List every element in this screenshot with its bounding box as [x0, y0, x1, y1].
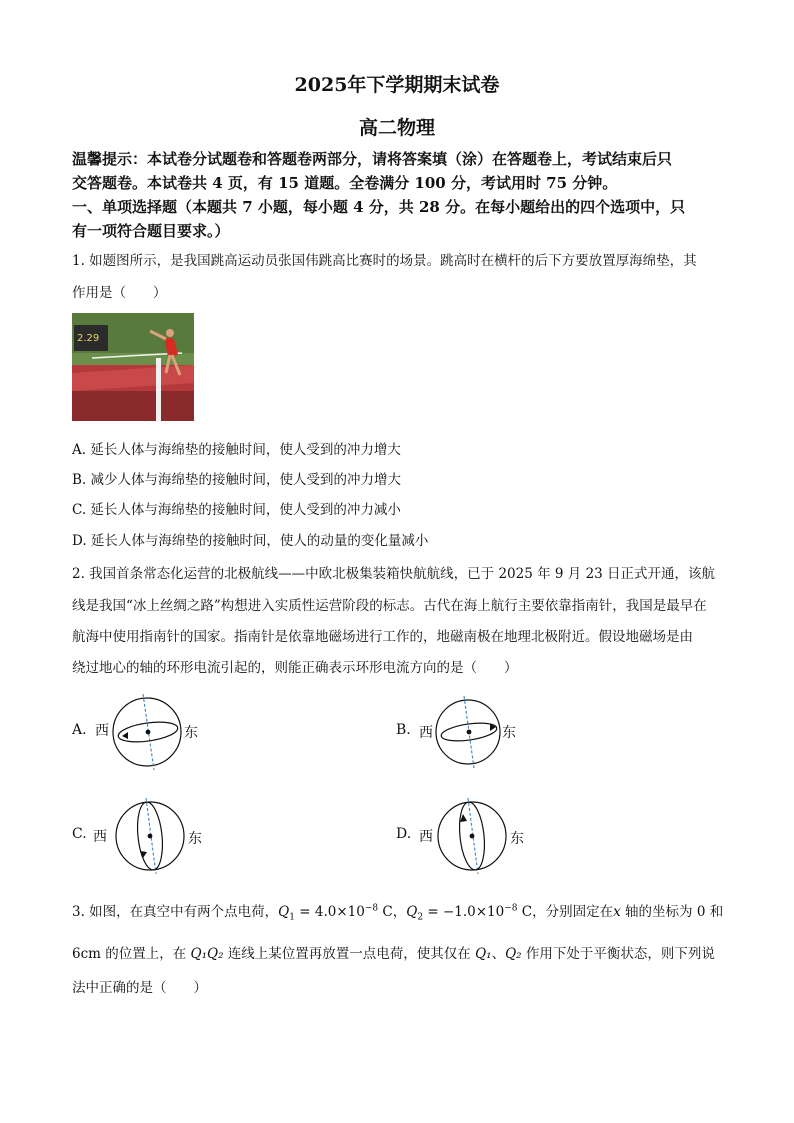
q3-charge1-unit: C，	[378, 904, 407, 920]
q2-option-c-west: 西	[93, 829, 107, 845]
q3-x-axis-symbol: x	[613, 904, 621, 920]
q3-line2-q2: Q₂	[505, 946, 522, 962]
q2-option-d-west: 西	[419, 829, 433, 845]
q2-option-a-label[interactable]: A.	[72, 722, 87, 738]
q2-stem-line-2: 线是我国“冰上丝绸之路”构想进入实质性运营阶段的标志。古代在海上航行主要依靠指南针，我国是最早在	[72, 598, 707, 614]
q2-option-a-east: 东	[184, 725, 198, 741]
q3-stem-line-1	[72, 900, 723, 923]
q3-charge2-exponent: −8	[504, 903, 518, 914]
q1-stem-line-1: 1. 如题图所示，是我国跳高运动员张国伟跳高比赛时的场景。跳高时在横杆的后下方要放置厚海绵垫，其	[72, 253, 697, 269]
q3-line2-q1: Q₁	[475, 946, 492, 962]
q3-line2-q1q2: Q₁Q₂	[190, 946, 224, 962]
q3-charge1-value: = 4.0×10	[294, 904, 365, 920]
q3-line2-part-a: 6cm 的位置上，在	[72, 946, 191, 962]
q3-line2-part-c: 连线上某位置再放置一点电荷，使其仅在	[223, 946, 476, 962]
q2-option-c-label[interactable]: C.	[72, 826, 87, 842]
q1-option-a[interactable]: A. 延长人体与海绵垫的接触时间，使人受到的冲力增大	[72, 442, 401, 458]
q3-charge2-value: = −1.0×10	[423, 904, 505, 920]
notice-line-1: 温馨提示：本试卷分试题卷和答题卷两部分，请将答案填（涂）在答题卷上，考试结束后只	[72, 150, 673, 168]
q2-option-b-west: 西	[419, 725, 433, 741]
q2-option-c-globe[interactable]	[112, 796, 188, 876]
q3-line2-sep: 、	[491, 946, 506, 962]
exam-subject: 高二物理	[358, 117, 435, 139]
svg-text:2.29: 2.29	[77, 333, 100, 344]
q3-charge1-subscript: 1	[289, 912, 295, 923]
high-jump-photo	[72, 313, 194, 421]
q2-stem-line-4: 绕过地心的轴的环形电流引起的，则能正确表示环形电流方向的是（ ）	[72, 660, 518, 676]
q1-option-b[interactable]: B. 减少人体与海绵垫的接触时间，使人受到的冲力增大	[72, 472, 402, 488]
q1-option-c[interactable]: C. 延长人体与海绵垫的接触时间，使人受到的冲力减小	[72, 502, 401, 518]
notice-line-2: 交答题卷。本试卷共 4 页，有 15 道题。全卷满分 100 分，考试用时 75 分钟。	[72, 174, 618, 192]
q3-charge2-symbol: Q	[406, 904, 418, 920]
q3-charge1-exponent: −8	[364, 903, 379, 914]
q3-charge2-subscript: 2	[417, 912, 424, 923]
q2-stem-line-3: 航海中使用指南针的国家。指南针是依靠地磁场进行工作的，地磁南极在地理北极附近。假设地磁场是由	[72, 629, 693, 645]
q3-charge1-symbol: Q	[278, 904, 290, 920]
q2-stem-line-1: 2. 我国首条常态化运营的北极航线——中欧北极集装箱快航航线，已于 2025 年 9 月 23 日正式开通，该航	[72, 566, 716, 582]
q1-stem-line-2: 作用是（ ）	[72, 285, 167, 301]
q2-option-d-east: 东	[510, 831, 524, 847]
q3-charge2-unit: C，分别固定在	[517, 904, 614, 920]
q2-option-d-globe[interactable]	[434, 796, 510, 876]
q2-option-a-west: 西	[95, 723, 109, 739]
exam-title: 2025年下学期期末试卷	[294, 74, 500, 96]
q2-option-a-globe[interactable]	[110, 692, 186, 772]
q2-option-b-label[interactable]: B.	[396, 722, 411, 738]
q3-text-end: 轴的坐标为 0 和	[620, 904, 724, 920]
q3-stem-line-2	[72, 942, 715, 962]
q1-option-d[interactable]: D. 延长人体与海绵垫的接触时间，使人的动量的变化量减小	[72, 533, 429, 549]
q2-option-d-label[interactable]: D.	[396, 826, 412, 842]
q3-text-intro: 3. 如图，在真空中有两个点电荷，	[72, 904, 279, 920]
q3-stem-line-3: 法中正确的是（ ）	[72, 980, 207, 996]
q2-option-c-east: 东	[188, 831, 202, 847]
q2-option-b-east: 东	[502, 725, 516, 741]
q3-line2-part-g: 作用下处于平衡状态，则下列说	[521, 946, 715, 962]
q2-option-b-globe[interactable]	[434, 694, 504, 770]
section-heading-line-2: 有一项符合题目要求。）	[72, 222, 230, 240]
section-heading-line-1: 一、单项选择题（本题共 7 小题，每小题 4 分，共 28 分。在每小题给出的四个选项中，只	[72, 198, 686, 216]
